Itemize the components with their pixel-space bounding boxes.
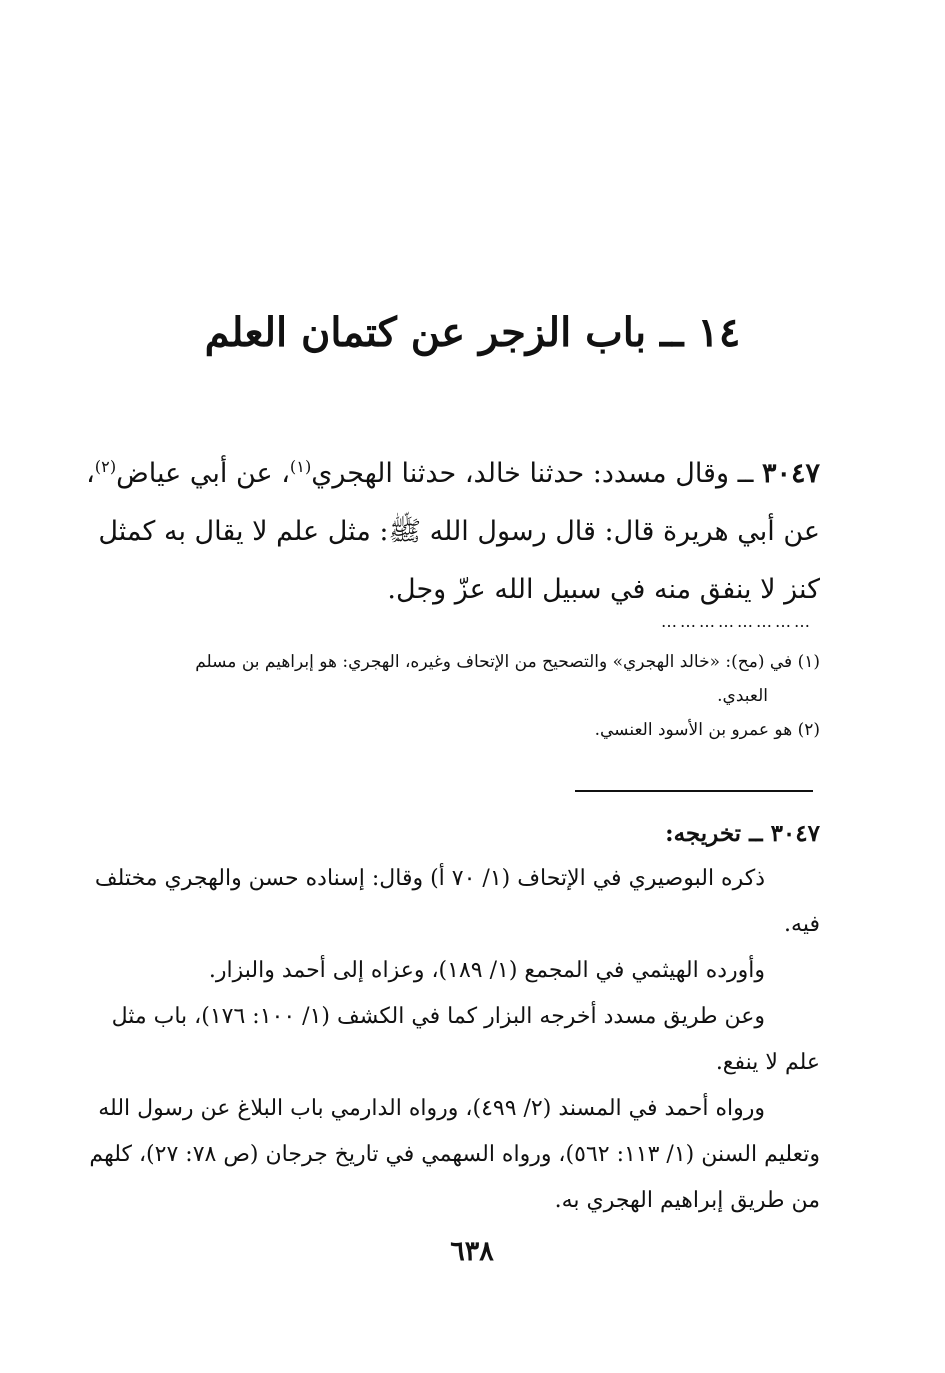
- hadith-text-3: ، عن أبي هريرة قال: قال رسول الله ﷺ: مثل علم لا يقال به كمثل كنز لا ينفق منه في سبيل الله عزّ وجل.: [86, 458, 820, 605]
- footnote-separator-dots: ……………………: [661, 612, 813, 631]
- footnote-1-continuation: العبدي.: [717, 686, 768, 706]
- page-number: ٦٣٨: [450, 1236, 494, 1267]
- takhrij-body: [75, 856, 820, 1224]
- footnote-marker: (١): [797, 652, 820, 672]
- hadith-paragraph: [80, 445, 820, 619]
- footnote-marker: (٢): [797, 720, 820, 740]
- takhrij-paragraph: ذكره البوصيري في الإتحاف (١/ ٧٠ أ) وقال: إسناده حسن والهجري مختلف فيه.: [94, 866, 820, 937]
- section-rule: [575, 790, 813, 792]
- hadith-text-2: ، عن أبي عياض: [116, 458, 290, 489]
- footnote-text: هو عمرو بن الأسود العنسي.: [594, 720, 798, 740]
- footnote-text: في (مح): «خالد الهجري» والتصحيح من الإتحاف وغيره، الهجري: هو إبراهيم بن مسلم: [195, 652, 798, 672]
- chapter-title: ١٤ ــ باب الزجر عن كتمان العلم: [204, 309, 741, 356]
- takhrij-paragraph: وأورده الهيثمي في المجمع (١/ ١٨٩)، وعزاه إلى أحمد والبزار.: [208, 958, 765, 983]
- footnote-1: [75, 645, 820, 679]
- hadith-number: ٣٠٤٧: [761, 458, 820, 489]
- hadith-text-1: ــ وقال مسدد: حدثنا خالد، حدثنا الهجري: [311, 458, 762, 489]
- footnote-ref-1: (١): [289, 457, 312, 476]
- takhrij-heading: ٣٠٤٧ ــ تخريجه:: [665, 820, 820, 847]
- footnote-ref-2: (٢): [94, 457, 117, 476]
- takhrij-paragraph: وعن طريق مسدد أخرجه البزار كما في الكشف (١/ ١٠٠: ١٧٦)، باب مثل علم لا ينفع.: [111, 1004, 820, 1075]
- footnote-2: [75, 713, 820, 747]
- footnotes: [75, 645, 820, 747]
- takhrij-paragraph: ورواه أحمد في المسند (٢/ ٤٩٩)، ورواه الدارمي باب البلاغ عن رسول الله وتعليم السنن (١/ ١١٣: ٥٦٢)، ورواه السهمي في تاريخ جرجان (ص ٧٨: ٢٧)، كلهم من طريق إبراهيم الهجري به.: [89, 1096, 820, 1213]
